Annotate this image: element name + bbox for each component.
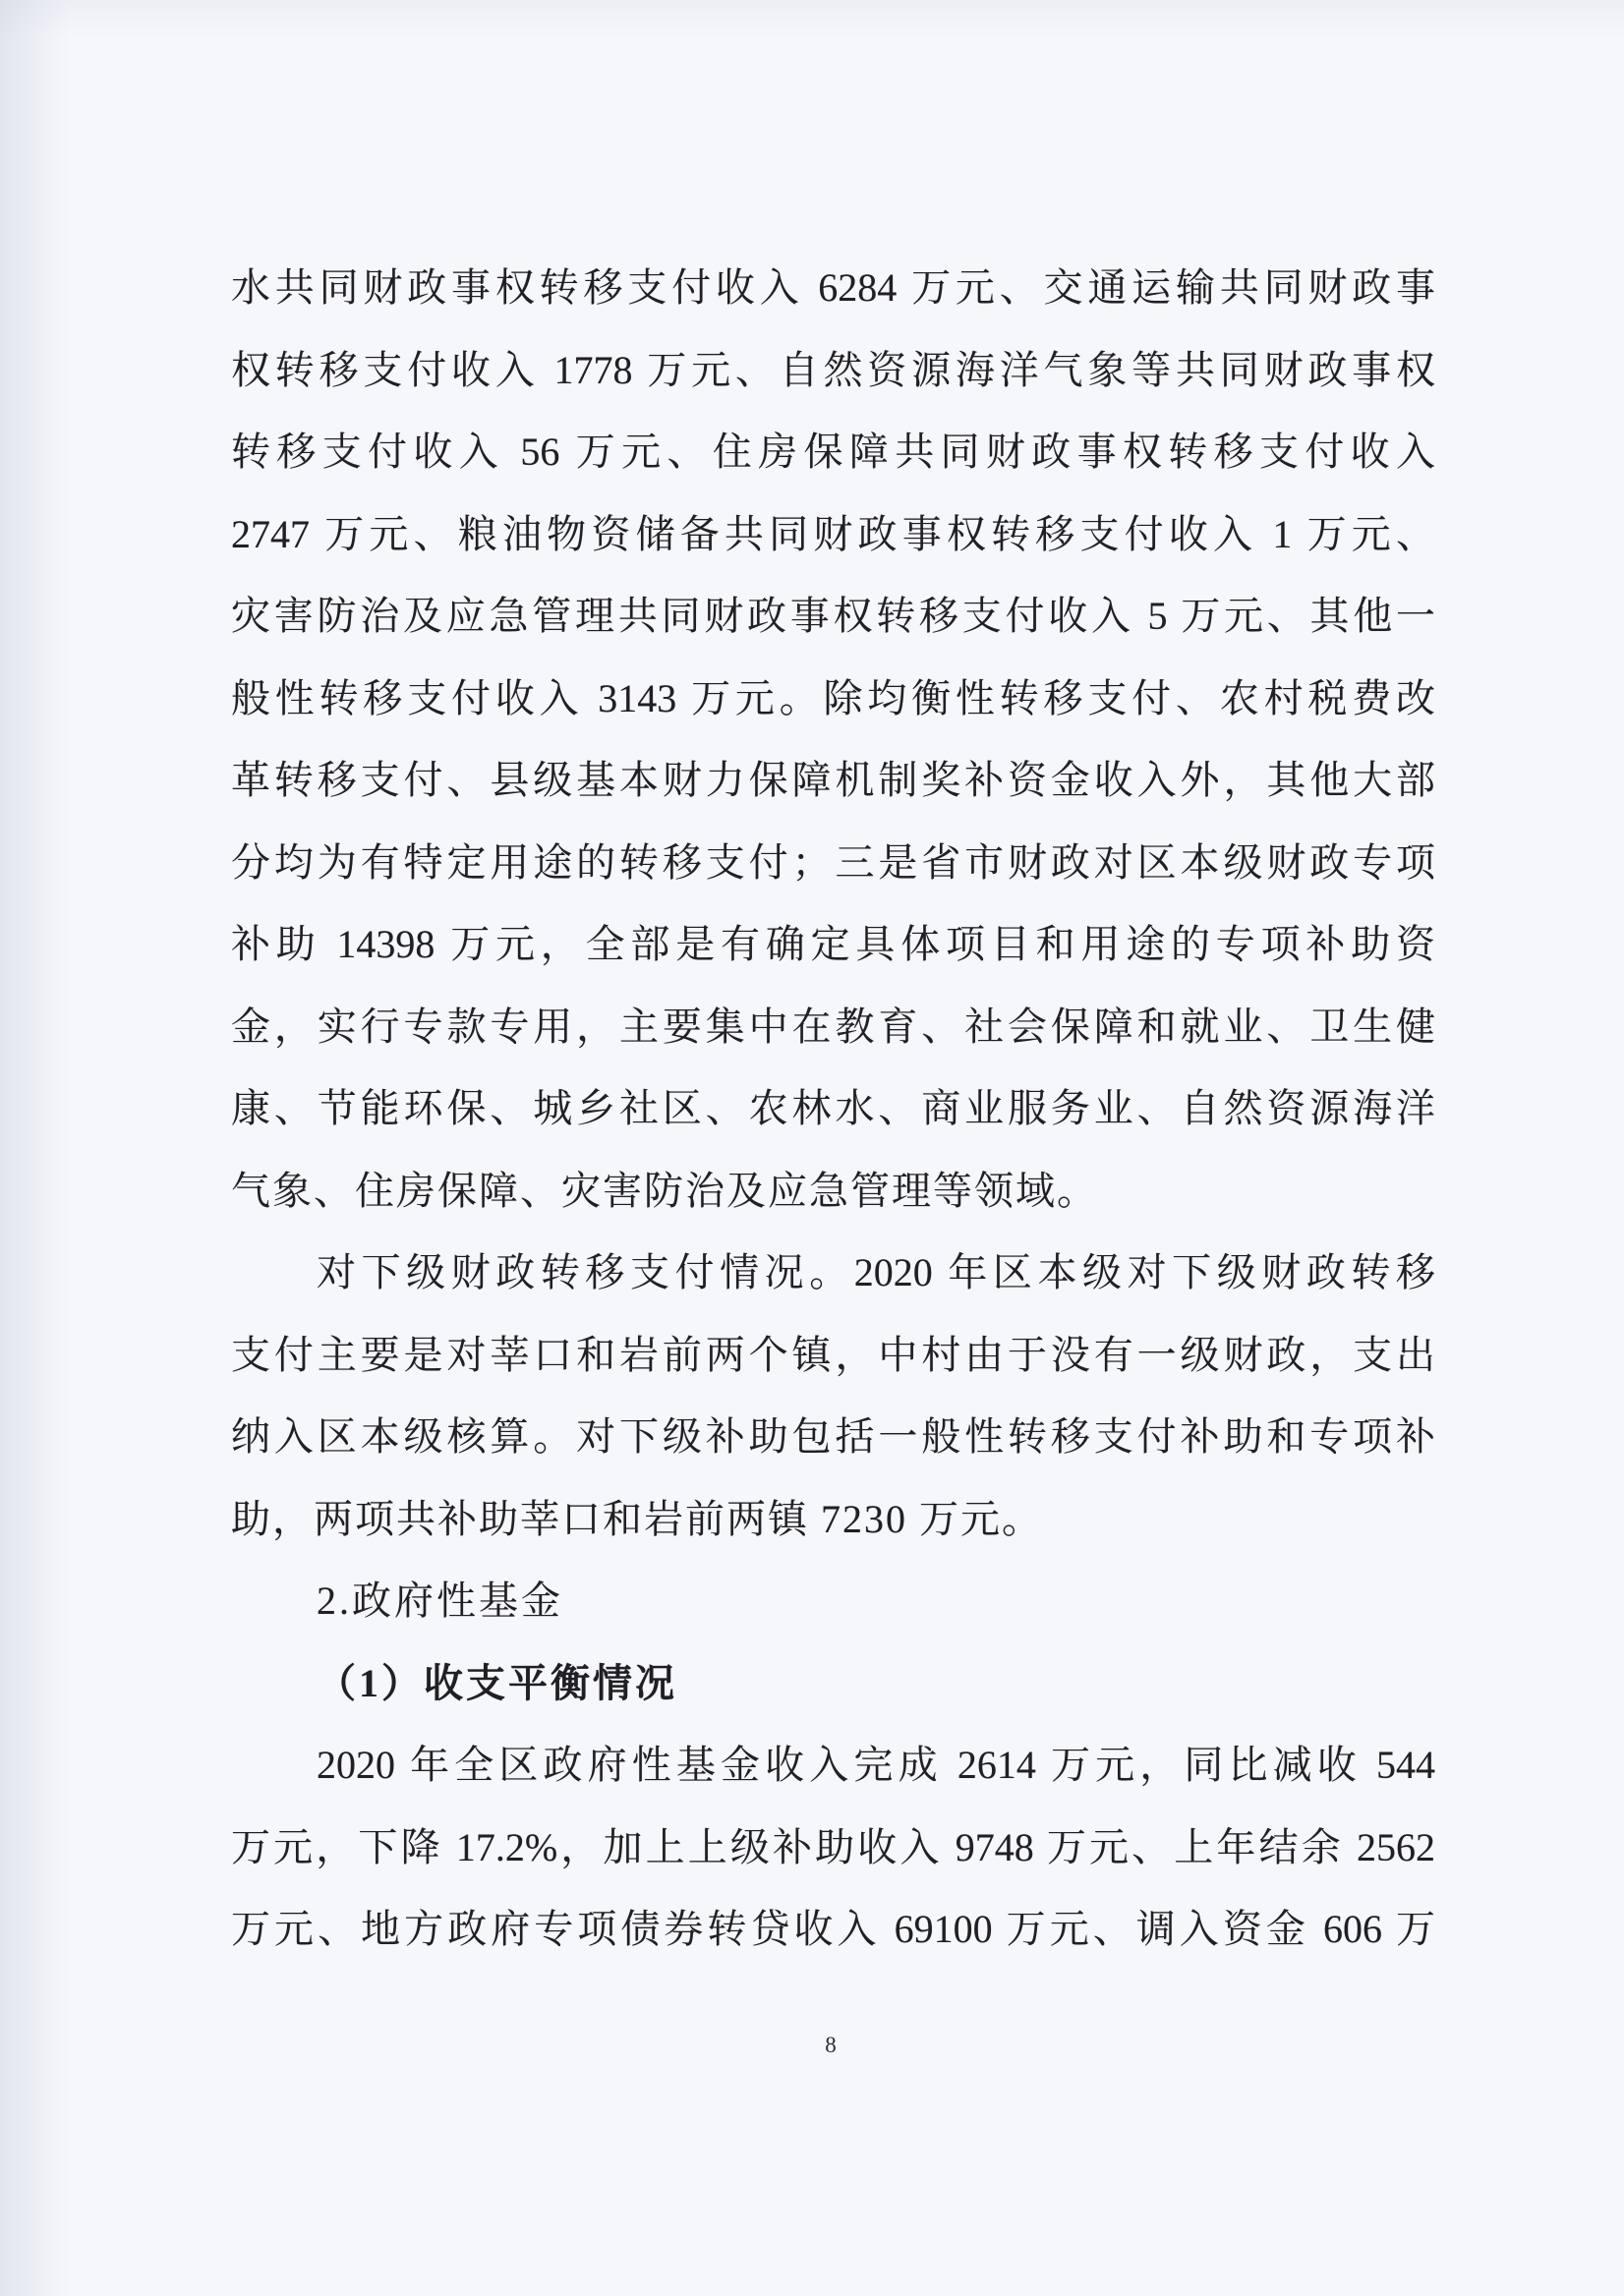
text-line: 权转移支付收入 1778 万元、自然资源海洋气象等共同财政事权 bbox=[231, 348, 1435, 392]
text-line: 分均为有特定用途的转移支付；三是省市财政对区本级财政专项 bbox=[231, 840, 1435, 885]
text-line: 支付主要是对莘口和岩前两个镇，中村由于没有一级财政，支出 bbox=[231, 1333, 1435, 1377]
text-line: 2747 万元、粮油物资储备共同财政事权转移支付收入 1 万元、 bbox=[231, 512, 1435, 556]
text-line: 补助 14398 万元，全部是有确定具体项目和用途的专项补助资 bbox=[231, 922, 1435, 966]
section-heading: 2.政府性基金 bbox=[317, 1578, 563, 1623]
page-number: 8 bbox=[825, 2033, 837, 2057]
text-line: 纳入区本级核算。对下级补助包括一般性转移支付补助和专项补 bbox=[231, 1414, 1435, 1459]
text-line: 革转移支付、县级基本财力保障机制奖补资金收入外，其他大部 bbox=[231, 758, 1435, 802]
text-line: 水共同财政事权转移支付收入 6284 万元、交通运输共同财政事 bbox=[231, 265, 1435, 310]
text-line: 金，实行专款专用，主要集中在教育、社会保障和就业、卫生健 bbox=[231, 1004, 1435, 1049]
text-line: 气象、住房保障、灾害防治及应急管理等领域。 bbox=[231, 1169, 1098, 1213]
text-line: 转移支付收入 56 万元、住房保障共同财政事权转移支付收入 bbox=[231, 430, 1435, 474]
text-line: 对下级财政转移支付情况。2020 年区本级对下级财政转移 bbox=[317, 1250, 1435, 1294]
subsection-heading: （1）收支平衡情况 bbox=[317, 1661, 677, 1705]
text-line: 助，两项共补助莘口和岩前两镇 7230 万元。 bbox=[231, 1497, 1043, 1541]
text-line: 万元、地方政府专项债券转贷收入 69100 万元、调入资金 606 万 bbox=[231, 1907, 1435, 1951]
text-line: 2020 年全区政府性基金收入完成 2614 万元，同比减收 544 bbox=[317, 1743, 1435, 1787]
text-line: 灾害防治及应急管理共同财政事权转移支付收入 5 万元、其他一 bbox=[231, 594, 1435, 638]
text-line: 般性转移支付收入 3143 万元。除均衡性转移支付、农村税费改 bbox=[231, 676, 1435, 720]
text-line: 万元，下降 17.2%，加上上级补助收入 9748 万元、上年结余 2562 bbox=[231, 1825, 1435, 1869]
text-line: 康、节能环保、城乡社区、农林水、商业服务业、自然资源海洋 bbox=[231, 1086, 1435, 1130]
